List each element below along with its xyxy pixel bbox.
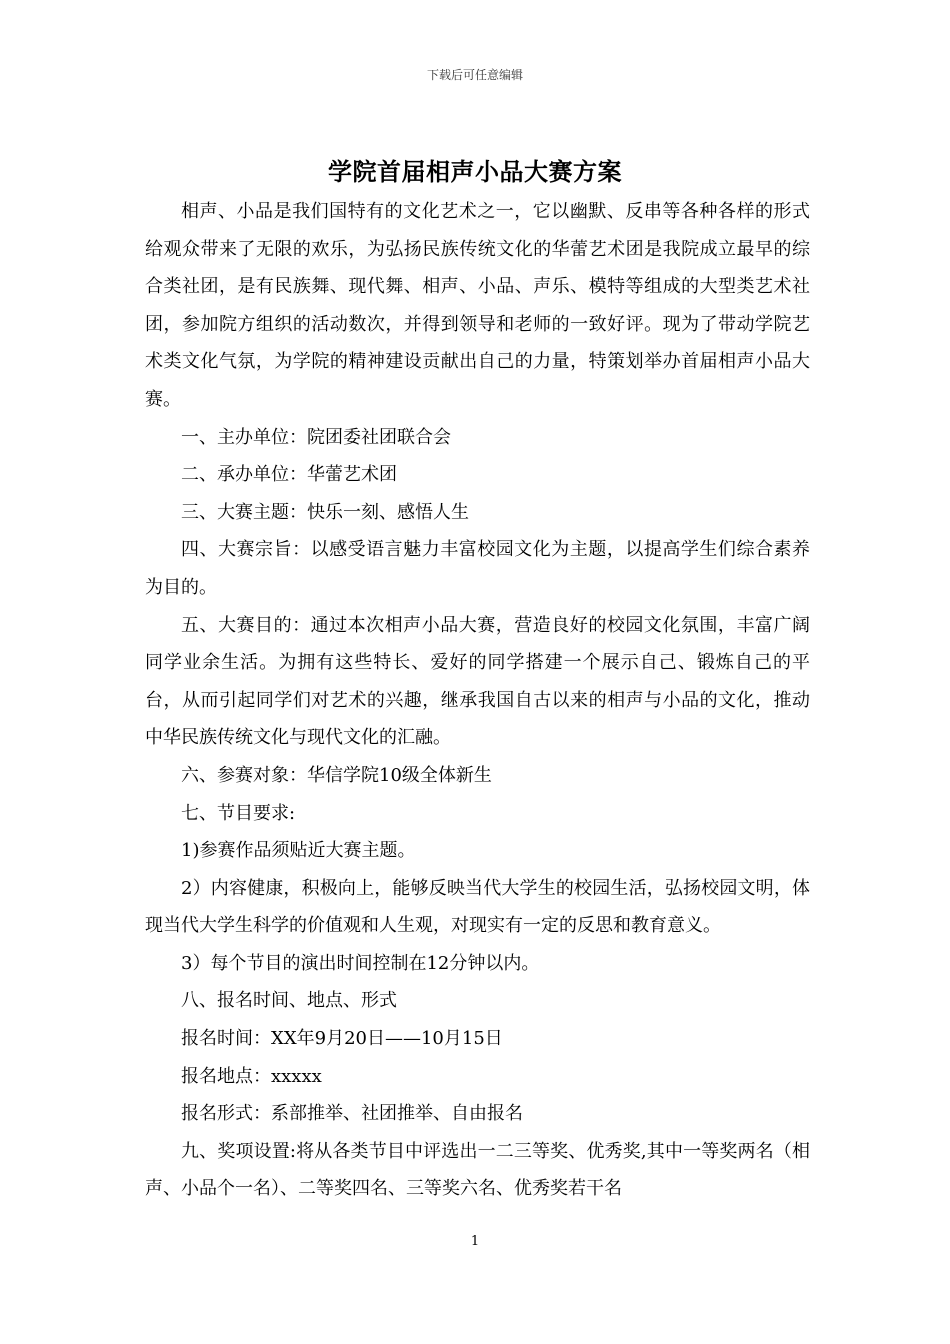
page-number: 1 <box>470 1234 480 1249</box>
theme-line: 三、大赛主题：快乐一刻、感悟人生 <box>181 501 469 523</box>
awards-paragraph: 九、奖项设置:将从各类节目中评选出一二三等奖、优秀奖,其中一等奖两名（相声、小品个一名）、二等奖四名、三等奖六名、优秀奖若干名 <box>145 1140 810 1200</box>
registration-form: 报名形式：系部推举、社团推举、自由报名 <box>181 1103 523 1125</box>
registration-heading: 八、报名时间、地点、形式 <box>181 990 397 1012</box>
requirement-item-1: 1)参赛作品须贴近大赛主题。 <box>181 840 416 862</box>
requirement-item-3: 3）每个节目的演出时间控制在12分钟以内。 <box>181 952 540 974</box>
purpose-paragraph: 四、大赛宗旨：以感受语言魅力丰富校园文化为主题，以提高学生们综合素养为目的。 <box>145 539 810 598</box>
participants-line: 六、参赛对象：华信学院10级全体新生 <box>181 764 492 786</box>
goal-paragraph: 五、大赛目的：通过本次相声小品大赛，营造良好的校园文化氛围，丰富广阔同学业余生活。为拥有这些特长、爱好的同学搭建一个展示自己、锻炼自己的平台，从而引起同学们对艺术的兴趣，继承我国自古以来的相声与小品的文化，推动中华民族传统文化与现代文化的汇融。 <box>145 614 810 749</box>
page-header-note: 下载后可任意编辑 <box>426 68 523 82</box>
document-body <box>145 193 810 1208</box>
organizer-line: 一、主办单位：院团委社团联合会 <box>181 426 451 448</box>
registration-location: 报名地点：xxxxx <box>181 1065 322 1087</box>
requirements-heading: 七、节目要求: <box>181 802 296 824</box>
requirement-item-2: 2）内容健康，积极向上，能够反映当代大学生的校园生活，弘扬校园文明，体现当代大学生科学的价值观和人生观，对现实有一定的反思和教育意义。 <box>145 877 810 937</box>
registration-time: 报名时间：XX年9月20日——10月15日 <box>181 1028 503 1050</box>
host-line: 二、承办单位：华蕾艺术团 <box>181 464 397 486</box>
intro-paragraph: 相声、小品是我们国特有的文化艺术之一，它以幽默、反串等各种各样的形式给观众带来了无限的欢乐，为弘扬民族传统文化的华蕾艺术团是我院成立最早的综合类社团，是有民族舞、现代舞、相声、小品、声乐、模特等组成的大型类艺术社团，参加院方组织的活动数次，并得到领导和老师的一致好评。现为了带动学院艺术类文化气氛，为学院的精神建设贡献出自己的力量，特策划举办首届相声小品大赛。 <box>145 201 810 410</box>
document-title: 学院首届相声小品大赛方案 <box>328 158 622 186</box>
